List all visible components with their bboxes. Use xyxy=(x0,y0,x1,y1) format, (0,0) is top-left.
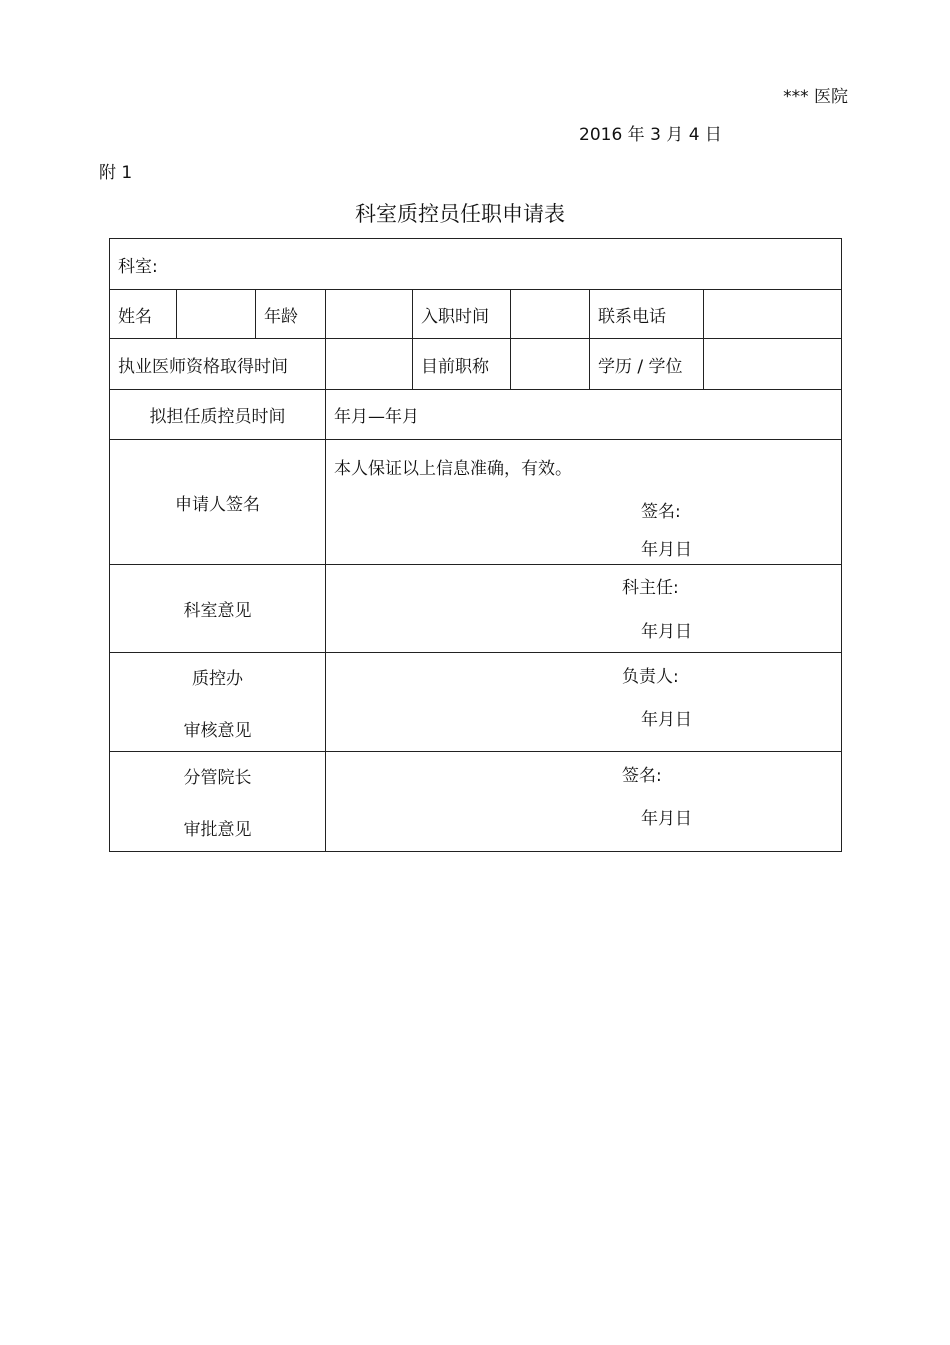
hospital-name: *** 医院 xyxy=(783,87,848,107)
applicant-date-label: 年月日 xyxy=(641,540,692,560)
qc-label-line2: 审核意见 xyxy=(183,720,252,741)
department-label: 科室: xyxy=(118,256,158,277)
applicant-row xyxy=(110,440,842,565)
qc-opinion-area[interactable] xyxy=(326,653,842,752)
hire-date-label: 入职时间 xyxy=(413,290,511,339)
qc-date-label: 年月日 xyxy=(641,710,692,730)
term-label: 拟担任质控员时间 xyxy=(110,390,326,440)
director-opinion-label xyxy=(110,752,326,852)
qc-opinion-row xyxy=(110,653,842,752)
director-opinion-row xyxy=(110,752,842,852)
education-field[interactable] xyxy=(704,339,842,390)
qc-person-label: 负责人: xyxy=(622,667,679,687)
department-cell[interactable] xyxy=(110,239,842,290)
license-date-label: 执业医师资格取得时间 xyxy=(110,339,326,390)
director-label-line2: 审批意见 xyxy=(183,820,252,840)
applicant-statement: 本人保证以上信息准确，有效。 xyxy=(334,459,572,479)
applicant-label: 申请人签名 xyxy=(110,440,326,565)
current-title-label: 目前职称 xyxy=(413,339,511,390)
director-sign-label: 签名: xyxy=(622,766,662,786)
attachment-label: 附 1 xyxy=(99,163,133,183)
page-title: 科室质控员任职申请表 xyxy=(355,202,565,226)
license-date-field[interactable] xyxy=(326,339,413,390)
term-value[interactable]: 年月—年月 xyxy=(326,390,842,440)
phone-label: 联系电话 xyxy=(590,290,704,339)
director-opinion-area[interactable] xyxy=(326,752,842,852)
current-title-field[interactable] xyxy=(511,339,590,390)
term-row xyxy=(110,390,842,440)
qualification-row xyxy=(110,339,842,390)
hire-date-field[interactable] xyxy=(511,290,590,339)
applicant-sign-area[interactable] xyxy=(326,440,842,565)
basic-info-row xyxy=(110,290,842,339)
name-label: 姓名 xyxy=(110,290,177,339)
education-label: 学历 / 学位 xyxy=(590,339,704,390)
dept-opinion-label: 科室意见 xyxy=(110,565,326,653)
application-form-table xyxy=(109,238,842,852)
qc-opinion-label xyxy=(110,653,326,752)
age-field[interactable] xyxy=(326,290,413,339)
document-date: 2016 年 3 月 4 日 xyxy=(579,125,722,145)
dept-opinion-row xyxy=(110,565,842,653)
director-date-label: 年月日 xyxy=(641,809,692,829)
qc-label-line1: 质控办 xyxy=(192,668,243,689)
dept-opinion-area[interactable] xyxy=(326,565,842,653)
phone-field[interactable] xyxy=(704,290,842,339)
department-row xyxy=(110,239,842,290)
dept-date-label: 年月日 xyxy=(641,622,692,642)
name-field[interactable] xyxy=(177,290,256,339)
dept-head-label: 科主任: xyxy=(622,578,679,598)
applicant-sign-label: 签名: xyxy=(641,502,681,522)
age-label: 年龄 xyxy=(256,290,326,339)
director-label-line1: 分管院长 xyxy=(183,768,252,788)
